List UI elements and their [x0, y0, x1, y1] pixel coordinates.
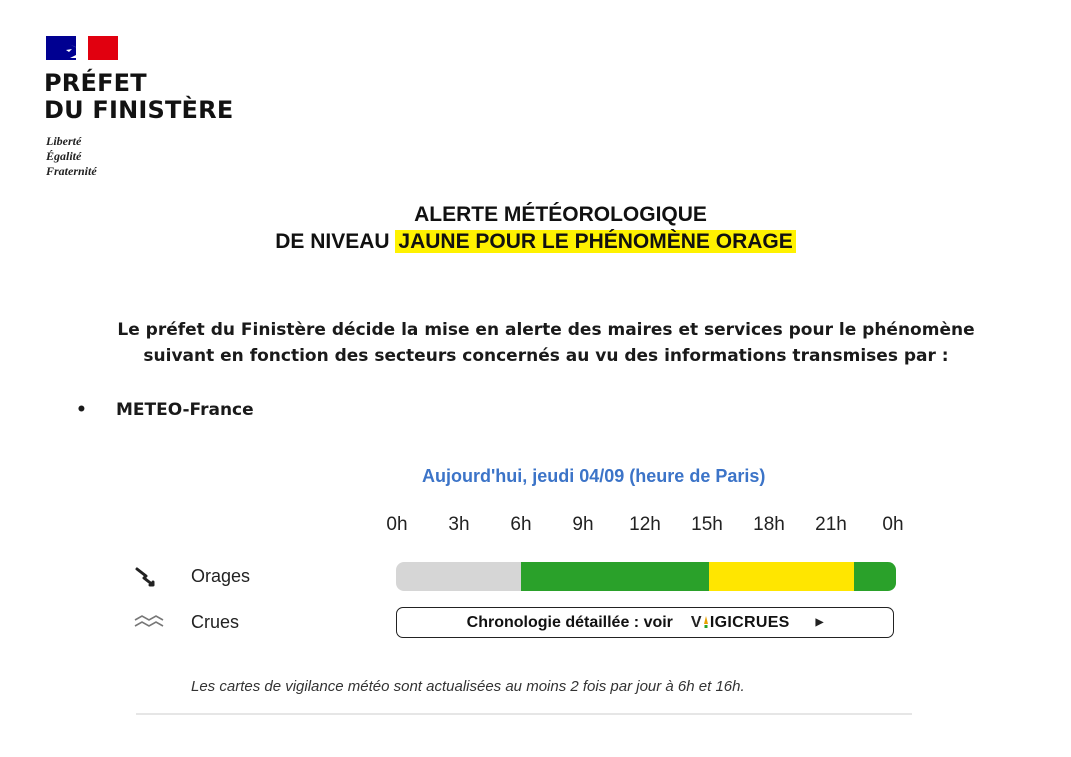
orages-segment-jaune	[709, 562, 855, 591]
bullet: •	[76, 400, 87, 420]
separator	[136, 713, 912, 715]
source-list-item	[76, 400, 254, 420]
alert-title	[0, 201, 1071, 255]
orages-label: Orages	[191, 566, 251, 586]
republic-motto	[46, 134, 97, 179]
vigicrues-logo-text	[691, 614, 790, 632]
hour-tick-label: 0h	[386, 514, 408, 535]
play-arrow-icon: ▶	[815, 617, 824, 628]
alert-title-line2	[0, 228, 1071, 255]
intro-line1: Le préfet du Finistère décide la mise en alerte des maires et services pour le phénomène	[117, 320, 975, 340]
intro-line2: suivant en fonction des secteurs concernés au vu des informations transmises par :	[143, 346, 949, 366]
hour-tick-label: 6h	[510, 514, 532, 535]
vigicrues-drop-icon	[702, 614, 710, 631]
prefecture-name-line2: DU FINISTÈRE	[44, 96, 234, 124]
prefecture-name	[44, 70, 233, 124]
orages-segment-vert	[521, 562, 709, 591]
hour-tick-label: 3h	[448, 514, 470, 535]
republique-francaise-flag-logo	[46, 36, 118, 60]
vigicrues-link[interactable]	[396, 607, 894, 638]
motto-fraternite: Fraternité	[46, 164, 97, 178]
source-label: METEO-France	[116, 400, 254, 420]
intro-paragraph	[0, 317, 1071, 369]
orages-segment-vert	[854, 562, 896, 591]
waves-icon	[134, 614, 164, 635]
hour-tick-label: 15h	[691, 514, 723, 535]
vigilance-day-title: Aujourd'hui, jeudi 04/09 (heure de Paris)	[422, 466, 766, 486]
vigicrues-v: V	[690, 613, 702, 631]
prefecture-name-line1: PRÉFET	[44, 69, 147, 97]
vigilance-update-note: Les cartes de vigilance météo sont actualisées au moins 2 fois par jour à 6h et 16h.	[191, 678, 745, 695]
hour-tick-label: 9h	[572, 514, 594, 535]
alert-title-prefix: DE NIVEAU	[275, 230, 396, 253]
motto-liberte: Liberté	[46, 134, 82, 148]
hour-tick-label: 12h	[629, 514, 661, 535]
vigicrues-link-text: Chronologie détaillée : voir	[466, 613, 673, 631]
lightning-icon	[134, 566, 156, 593]
hour-tick-label: 0h	[882, 514, 904, 535]
motto-egalite: Égalité	[46, 149, 82, 163]
hour-tick-label: 18h	[753, 514, 785, 535]
orages-timeline	[396, 562, 896, 591]
orages-segment-non-disponible	[396, 562, 521, 591]
crues-label: Crues	[191, 612, 240, 632]
hour-tick-label: 21h	[815, 514, 847, 535]
vigicrues-rest: IGICRUES	[709, 613, 790, 631]
alert-title-line1: ALERTE MÉTÉOROLOGIQUE	[414, 203, 707, 226]
alert-title-highlight: JAUNE POUR LE PHÉNOMÈNE ORAGE	[395, 230, 795, 253]
